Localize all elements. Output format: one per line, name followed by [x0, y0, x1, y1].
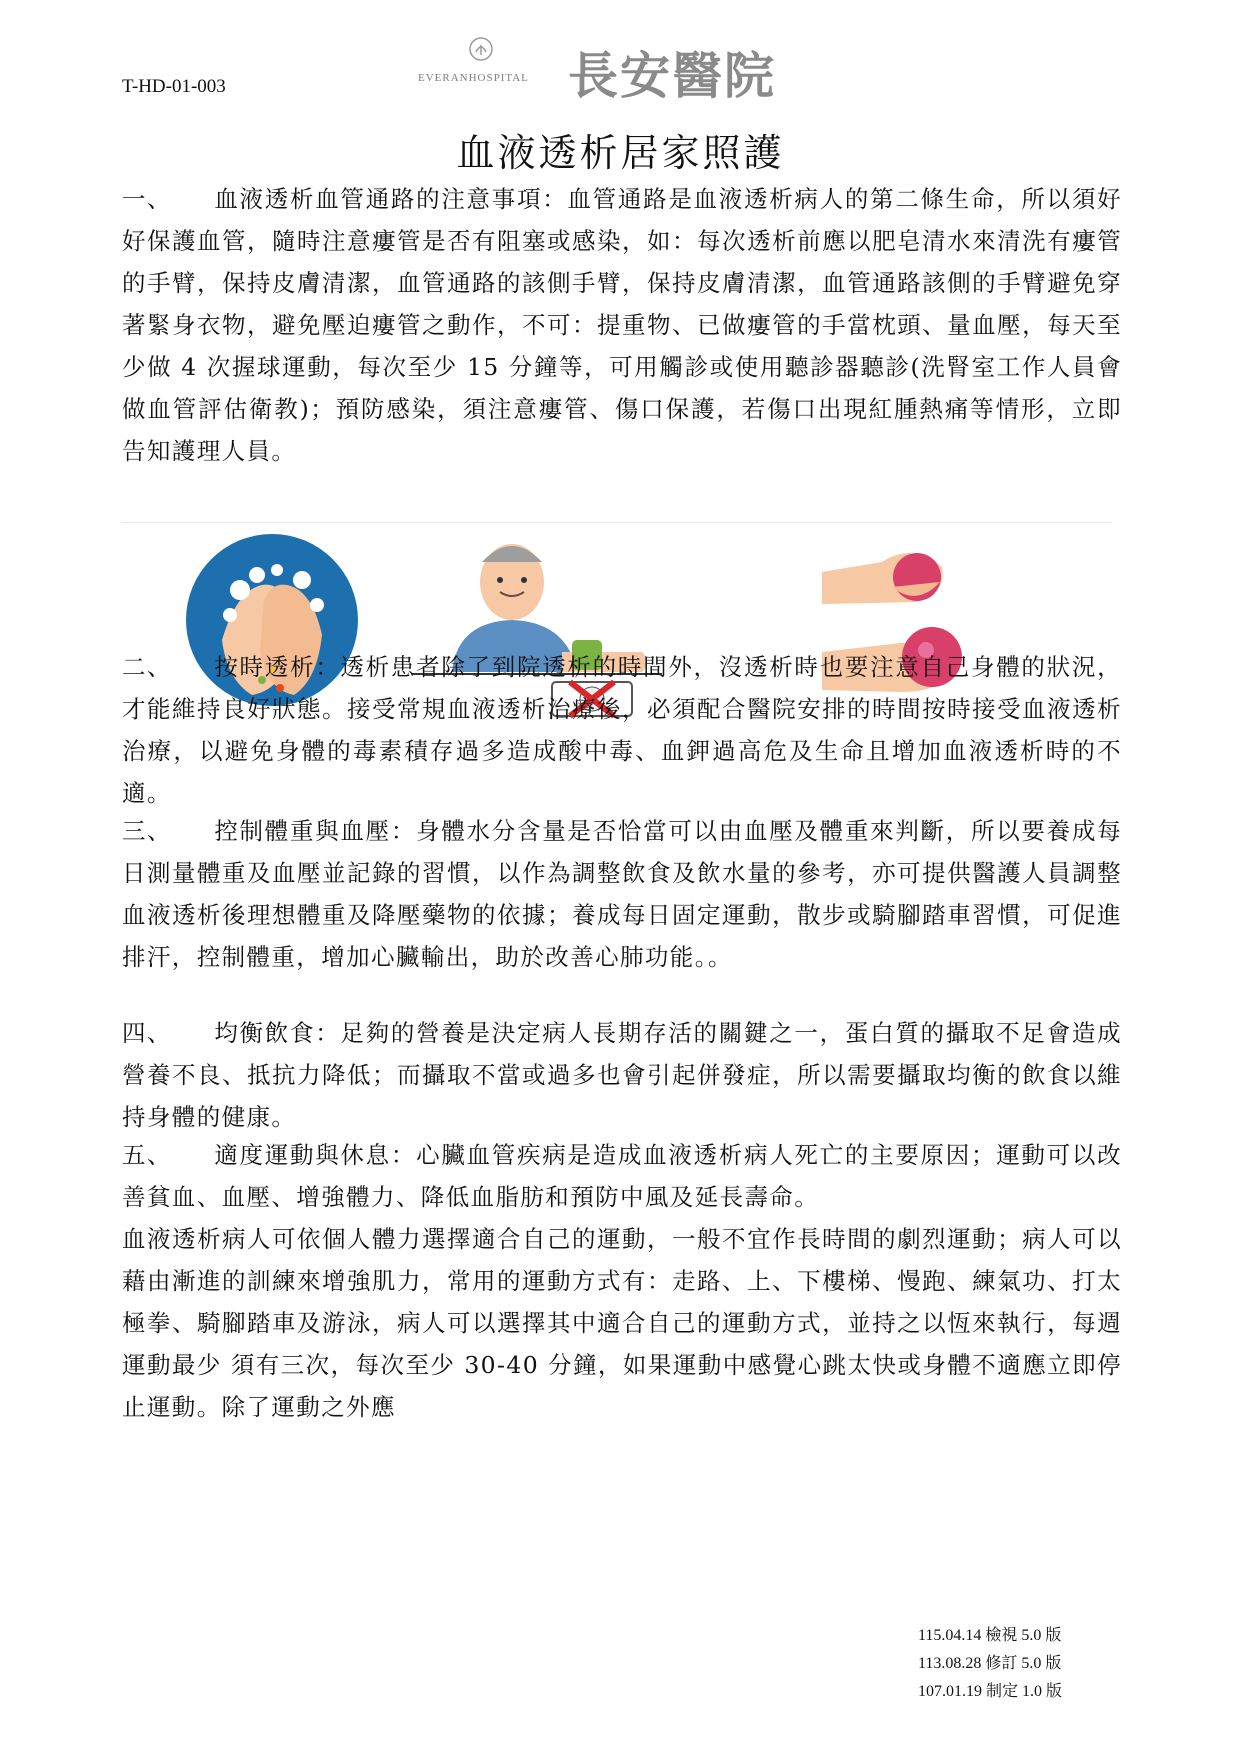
- section-number: 四、: [122, 1019, 172, 1047]
- revision-line: 107.01.19 制定 1.0 版: [918, 1683, 1063, 1700]
- section-3: [122, 810, 1122, 978]
- section-number: 五、: [122, 1141, 172, 1169]
- section-4: [122, 1012, 1122, 1138]
- document-code: T-HD-01-003: [122, 76, 226, 97]
- revision-history: [918, 1622, 1062, 1706]
- section-1: [122, 178, 1122, 472]
- logo-english-name: EVERANHOSPITAL: [418, 72, 529, 84]
- section-text: 按時透析：透析患者除了到院透析的時間外，沒透析時也要注意自己身體的狀況，才能維持良好狀態。接受常規血液透析治療後，必須配合醫院安排的時間按時接受血液透析治療，以避免身體的毒素積存過多造成酸中毒、血鉀過高危及生命且增加血液透析時的不適。: [122, 653, 1122, 807]
- section-text: 控制體重與血壓：身體水分含量是否恰當可以由血壓及體重來判斷，所以要養成每日測量體重及血壓並記錄的習慣，以作為調整飲食及飲水量的參考，亦可提供醫護人員調整血液透析後理想體重及降壓藥物的依據；養成每日固定運動，散步或騎腳踏車習慣，可促進排汗，控制體重，增加心臟輸出，助於改善心肺功能。。: [122, 817, 1122, 971]
- page-title: 血液透析居家照護: [456, 131, 785, 175]
- section-text: 血液透析血管通路的注意事項：血管通路是血液透析病人的第二條生命，所以須好好保護血管，隨時注意瘻管是否有阻塞或感染，如：每次透析前應以肥皂清水來清洗有瘻管的手臂，保持皮膚清潔，血管通路的該側手臂，保持皮膚清潔，血管通路該側的手臂避免穿著緊身衣物，避免壓迫瘻管之動作，不可：提重物、已做瘻管的手當枕頭、量血壓，每天至少做 4 次握球運動，每次至少 15 分鐘等，可用觸診或使用聽診器聽診(洗腎室工作人員會做血管評估衛教)；預防感染，須注意瘻管、傷口保護，若傷口出現紅腫熱痛等情形，立即告知護理人員。: [122, 185, 1122, 465]
- section-5: [122, 1134, 1122, 1428]
- hospital-logo: [418, 36, 838, 105]
- hospital-emblem-icon: [468, 36, 494, 62]
- logo-chinese-name: 長安醫院: [568, 47, 776, 105]
- section-text: 均衡飲食：足夠的營養是決定病人長期存活的關鍵之一，蛋白質的攝取不足會造成營養不良、抵抗力降低；而攝取不當或過多也會引起併發症，所以需要攝取均衡的飲食以維持身體的健康。: [122, 1019, 1122, 1131]
- revision-line: 115.04.14 檢視 5.0 版: [918, 1627, 1062, 1644]
- section-continuation: 血液透析病人可依個人體力選擇適合自己的運動，一般不宜作長時間的劇烈運動；病人可以藉由漸進的訓練來增強肌力，常用的運動方式有：走路、上、下樓梯、慢跑、練氣功、打太極拳、騎腳踏車及游泳，病人可以選擇其中適合自己的運動方式，並持之以恆來執行，每週運動最少 須有三次，每次至少 30-40 分鐘，如果運動中感覺心跳太快或身體不適應立即停止運動。除了運動之外應: [122, 1225, 1122, 1421]
- section-number: 一、: [122, 185, 172, 213]
- section-number: 二、: [122, 653, 172, 681]
- section-text: 適度運動與休息：心臟血管疾病是造成血液透析病人死亡的主要原因；運動可以改善貧血、血壓、增強體力、降低血脂肪和預防中風及延長壽命。: [122, 1141, 1122, 1211]
- section-number: 三、: [122, 817, 172, 845]
- section-2: [122, 646, 1122, 814]
- revision-line: 113.08.28 修訂 5.0 版: [918, 1655, 1062, 1672]
